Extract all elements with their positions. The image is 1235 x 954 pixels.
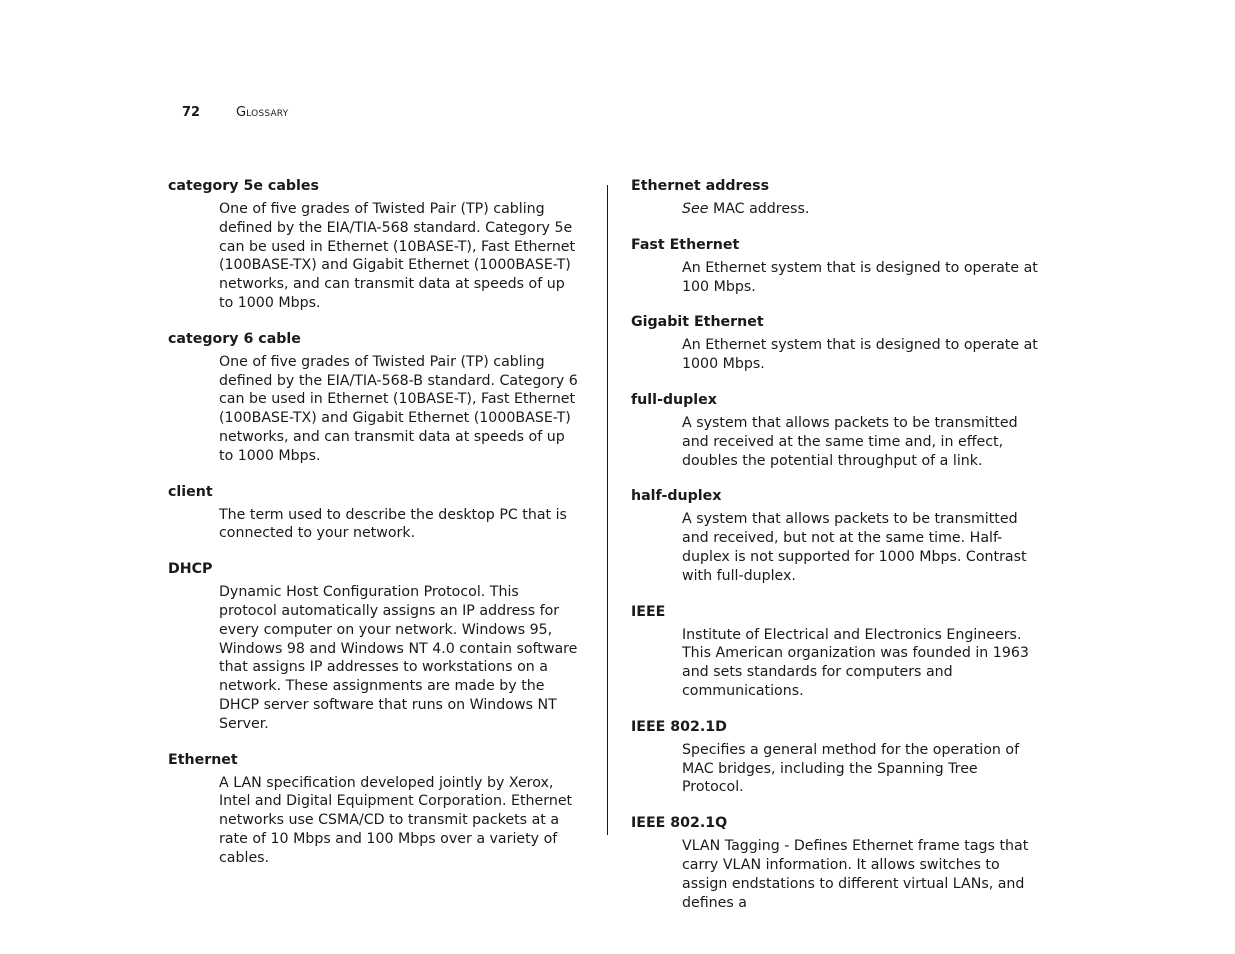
glossary-term: IEEE 802.1Q xyxy=(631,815,728,832)
glossary-left-column xyxy=(168,177,580,885)
glossary-entry xyxy=(168,483,580,544)
glossary-term: IEEE xyxy=(631,603,666,620)
section-title: Glossary xyxy=(236,105,289,120)
glossary-definition: Dynamic Host Configuration Protocol. This protocol automatically assigns an IP address for every computer on your network. Windows 95, Windows 98 and Windows NT 4.0 contain software that assigns IP addresses to workstations on a network. These assignments are made by the DHCP server software that runs on Windows NT Server. xyxy=(219,584,578,732)
glossary-entry xyxy=(168,177,580,313)
glossary-definition: One of five grades of Twisted Pair (TP) cabling defined by the EIA/TIA-568-B standard. Category 6 can be used in Ethernet (10BASE-T), Fast Ethernet (100BASE-TX) and Gigabit Ethernet (1000BASE-T) networks, and can transmit data at speeds of up to 1000 Mbps. xyxy=(219,353,578,464)
column-divider xyxy=(607,185,608,835)
glossary-definition xyxy=(682,200,1042,219)
glossary-term: Gigabit Ethernet xyxy=(631,314,764,331)
glossary-entry xyxy=(631,487,1043,585)
glossary-term: client xyxy=(168,483,213,500)
glossary-entry xyxy=(631,236,1043,297)
glossary-term: full-duplex xyxy=(631,391,717,408)
page-header xyxy=(182,105,288,120)
glossary-definition: A LAN specification developed jointly by Xerox, Intel and Digital Equipment Corporation. Ethernet networks use CSMA/CD to transmit packets at a rate of 10 Mbps and 100 Mbps over a variety of cables. xyxy=(219,774,573,866)
page-number: 72 xyxy=(182,105,201,120)
glossary-entry xyxy=(631,177,1043,219)
glossary-entry xyxy=(631,814,1043,912)
glossary-definition: The term used to describe the desktop PC that is connected to your network. xyxy=(219,506,567,542)
see-label: See xyxy=(682,201,709,217)
glossary-definition: An Ethernet system that is designed to operate at 100 Mbps. xyxy=(682,259,1038,295)
glossary-definition: Specifies a general method for the operation of MAC bridges, including the Spanning Tree Protocol. xyxy=(682,741,1020,796)
glossary-entry xyxy=(631,718,1043,797)
glossary-entry xyxy=(631,391,1043,470)
glossary-definition: An Ethernet system that is designed to operate at 1000 Mbps. xyxy=(682,337,1038,373)
glossary-entry xyxy=(168,330,580,466)
glossary-definition: Institute of Electrical and Electronics Engineers. This American organization was founded in 1963 and sets standards for computers and communications. xyxy=(682,626,1029,699)
glossary-term: IEEE 802.1D xyxy=(631,718,727,735)
glossary-definition: A system that allows packets to be transmitted and received at the same time and, in effect, doubles the potential throughput of a link. xyxy=(682,414,1018,469)
glossary-definition: VLAN Tagging - Defines Ethernet frame tags that carry VLAN information. It allows switches to assign endstations to different virtual LANs, and defines a xyxy=(682,838,1029,911)
glossary-entry xyxy=(168,560,580,733)
glossary-term: Ethernet address xyxy=(631,178,770,194)
cross-reference: MAC address. xyxy=(712,201,810,217)
glossary-entry xyxy=(631,313,1043,374)
glossary-right-column xyxy=(631,177,1043,929)
glossary-term: category 5e cables xyxy=(168,178,319,194)
glossary-entry xyxy=(631,603,1043,701)
glossary-term: half-duplex xyxy=(631,488,722,505)
glossary-definition: A system that allows packets to be transmitted and received, but not at the same time. Half-duplex is not supported for 1000 Mbps. Contrast with full-duplex. xyxy=(682,511,1027,584)
glossary-term: Ethernet xyxy=(168,751,238,768)
glossary-definition: One of five grades of Twisted Pair (TP) cabling defined by the EIA/TIA-568 standard. Category 5e can be used in Ethernet (10BASE-T), Fast Ethernet (100BASE-TX) and Gigabit Ethernet (1000BASE-T) networks, and can transmit data at speeds of up to 1000 Mbps. xyxy=(219,201,576,311)
glossary-term: Fast Ethernet xyxy=(631,236,740,253)
glossary-term: DHCP xyxy=(168,561,213,578)
glossary-term: category 6 cable xyxy=(168,330,301,347)
glossary-entry xyxy=(168,751,580,868)
